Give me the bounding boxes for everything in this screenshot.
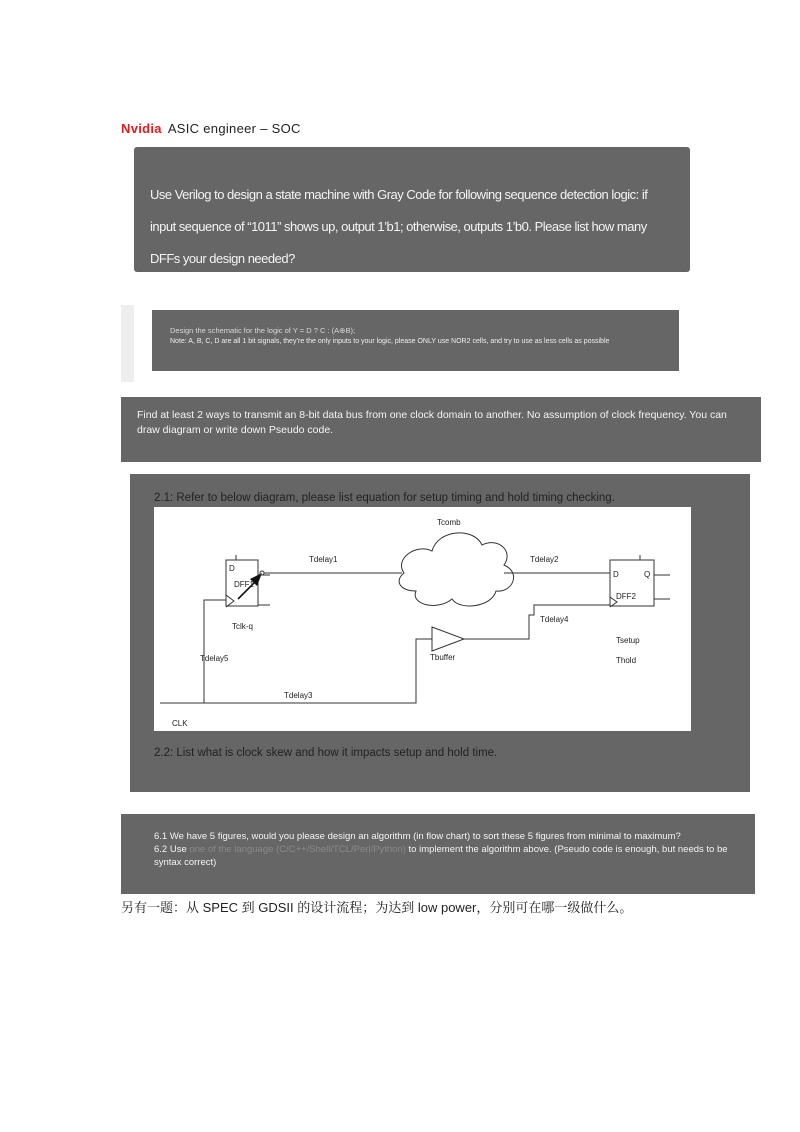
tdelay4-wire [464,605,610,639]
tcomb-label: Tcomb [437,518,461,527]
tdelay5-label: Tdelay5 [200,654,229,663]
question-text-nor2: Design the schematic for the logic of Y = D ? C : (A⊕B); [170,326,356,335]
question-card-nor2 [152,310,679,371]
tdelay5-wire [204,600,226,703]
dff1-d-pin: D [229,564,235,573]
tbuffer-symbol [432,627,464,651]
timing-diagram-svg [154,507,691,731]
tdelay2-label: Tdelay2 [530,555,559,564]
question-sort-line1: 6.1 We have 5 figures, would you please design an algorithm (in flow chart) to sort these 5 figures from minimal to maximum? [154,831,681,842]
dff2-label: DFF2 [616,592,636,601]
dff2-q-pin: Q [644,570,651,579]
company-name: Nvidia [121,121,162,136]
question-card-cdc [121,397,761,462]
question-text-setup-hold: 2.1: Refer to below diagram, please list equation for setup timing and hold timing checking. [154,492,615,504]
question-sort-languages: one of the language (C/C++/Shell/TCL/Perl/Python) [189,844,406,855]
timing-diagram [154,507,691,731]
question-text-sorting [154,830,747,869]
extra-question: 另有一题：从 SPEC 到 GDSII 的设计流程；为达到 low power，分别可在哪一级做什么。 [121,900,633,915]
margin-strip [121,305,134,382]
dff1-label: DFF1 [234,580,254,589]
tclkq-label: Tclk-q [232,622,253,631]
question-card-fsm [134,147,690,272]
tcomb-cloud [399,533,513,606]
interview-heading [121,121,301,136]
tdelay3-label: Tdelay3 [284,691,313,700]
tdelay3-wire [204,639,432,703]
question-text-fsm: Use Verilog to design a state machine with Gray Code for following sequence detection logic: if input sequence of “1011” shows up, output 1’b1; otherwise, outputs 1’b0. Please list how many DFFs your design needed? [150,187,648,266]
dff2-d-pin: D [613,570,619,579]
tdelay1-label: Tdelay1 [309,555,338,564]
question-sort-line2 [154,843,747,869]
question-sort-start: 6.2 Use [154,844,190,855]
question-card-timing [130,474,750,792]
question-text-cdc: Find at least 2 ways to transmit an 8-bit data bus from one clock domain to another. No assumption of clock frequency. You can draw diagram or write down Pseudo code. [137,409,727,436]
position-title: ASIC engineer – SOC [167,121,301,136]
tdelay4-label: Tdelay4 [540,615,569,624]
question-sort-end: to implement the algorithm above. (Pseudo code is enough, but needs to be syntax correct) [154,844,728,868]
question-note-nor2: Note: A, B, C, D are all 1 bit signals, they’re the only inputs to your logic, please ONLY use NOR2 cells, and try to use as less cells as possible [170,338,610,345]
tsetup-label: Tsetup [616,636,640,645]
question-card-sorting [121,814,755,894]
tbuffer-label: Tbuffer [430,653,456,662]
question-text-clock-skew: 2.2: List what is clock skew and how it impacts setup and hold time. [154,747,498,759]
clk-label: CLK [172,719,188,728]
thold-label: Thold [616,656,637,665]
